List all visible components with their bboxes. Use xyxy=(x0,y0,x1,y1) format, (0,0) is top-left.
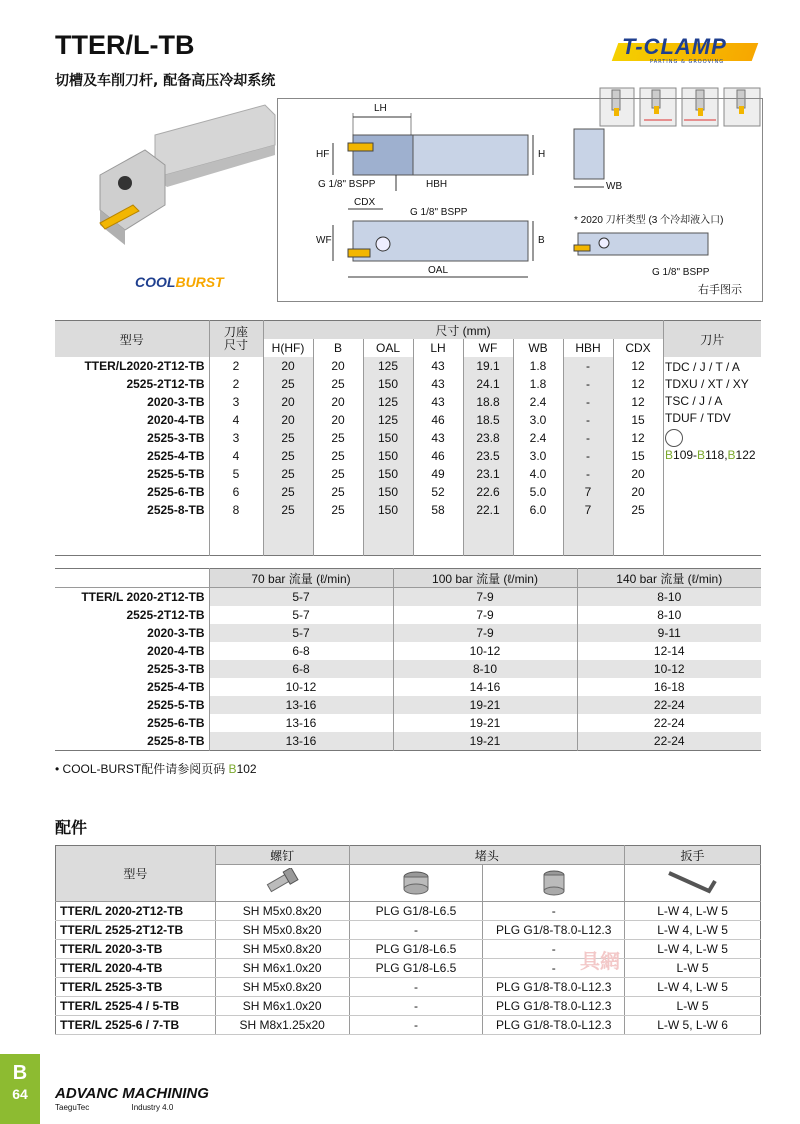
flow-value: 5-7 xyxy=(209,606,393,624)
dimension-value: - xyxy=(563,375,613,393)
screw-image-cell xyxy=(215,865,349,902)
dimension-value: 4.0 xyxy=(513,465,563,483)
parts-row xyxy=(56,1016,761,1035)
model-code: 2525-2T12-TB xyxy=(55,606,209,624)
model-code: 2525-5-TB xyxy=(55,696,209,714)
dimension-value: 25 xyxy=(263,375,313,393)
dimension-value: 20 xyxy=(263,393,313,411)
dimension-value: 12 xyxy=(613,429,663,447)
part-wrench: L-W 4, L-W 5 xyxy=(625,902,761,921)
parts-header-screw: 螺钉 xyxy=(215,846,349,865)
dimension-value: 23.1 xyxy=(463,465,513,483)
ref-b: B xyxy=(727,448,736,462)
model-code: 2525-8-TB xyxy=(55,732,209,751)
coolburst-logo-part2: BURST xyxy=(175,274,224,290)
page-subtitle: 切槽及车削刀杆, 配备高压冷却系统 xyxy=(55,73,276,89)
subheader-h-hf: H(HF) xyxy=(263,339,313,357)
dimension-value: 25 xyxy=(613,501,663,519)
part-wrench: L-W 5 xyxy=(625,959,761,978)
flow-value: 6-8 xyxy=(209,660,393,678)
header-flow-140bar: 140 bar 流量 (ℓ/min) xyxy=(577,569,761,588)
page-title: TTER/L-TB xyxy=(55,30,195,60)
dimension-value: 19.1 xyxy=(463,357,513,375)
dimension-value: - xyxy=(563,429,613,447)
dimension-value: 3.0 xyxy=(513,447,563,465)
label-wb: WB xyxy=(606,181,623,192)
dimension-value: 49 xyxy=(413,465,463,483)
dimension-value: 46 xyxy=(413,447,463,465)
seat-size: 2 xyxy=(209,375,263,393)
model-code: 2525-6-TB xyxy=(55,714,209,732)
parts-header-wrench: 扳手 xyxy=(625,846,761,865)
footer-logo-brand: TaeguTec xyxy=(55,1103,90,1112)
empty-row xyxy=(55,519,761,537)
insert-cell xyxy=(663,465,761,483)
section-letter: B xyxy=(12,1062,28,1084)
seat-size: 4 xyxy=(209,411,263,429)
dimension-value: 25 xyxy=(263,429,313,447)
parts-row xyxy=(56,940,761,959)
flow-row xyxy=(55,696,761,714)
model-code: TTER/L 2020-4-TB xyxy=(56,959,216,978)
dimension-value: 25 xyxy=(313,483,363,501)
part-plug1: PLG G1/8-L6.5 xyxy=(349,902,483,921)
ref-page: 118, xyxy=(705,448,728,462)
dimension-value: 43 xyxy=(413,375,463,393)
parts-row xyxy=(56,978,761,997)
dimension-value: - xyxy=(563,447,613,465)
dimension-row xyxy=(55,483,761,501)
model-code: 2525-3-TB xyxy=(55,660,209,678)
dimension-value: 1.8 xyxy=(513,375,563,393)
insert-item: TSC / J / A xyxy=(665,394,723,408)
flow-value: 8-10 xyxy=(657,608,682,622)
footer-logo: ADVANC MACHINING xyxy=(55,1085,209,1102)
dimension-value: 25 xyxy=(263,465,313,483)
model-code: 2525-6-TB xyxy=(55,483,209,501)
model-code: TTER/L2020-2T12-TB xyxy=(55,357,209,375)
dimension-value: 125 xyxy=(363,393,413,411)
model-code: 2525-3-TB xyxy=(55,429,209,447)
part-plug2: - xyxy=(483,902,625,921)
insert-cell xyxy=(663,501,761,519)
magnifier-icon xyxy=(665,429,683,447)
note-ref-b: B xyxy=(228,762,237,776)
part-plug2: - xyxy=(483,940,625,959)
model-code: TTER/L 2020-3-TB xyxy=(56,940,216,959)
seat-size: 2 xyxy=(209,357,263,375)
seat-size: 4 xyxy=(209,447,263,465)
parts-row xyxy=(56,902,761,921)
dimension-value: 5.0 xyxy=(513,483,563,501)
part-plug2: - xyxy=(483,959,625,978)
model-code: 2525-8-TB xyxy=(55,501,209,519)
flow-value: 22-24 xyxy=(653,716,685,730)
flow-value: 12-14 xyxy=(653,644,685,658)
dimension-value: 20 xyxy=(313,411,363,429)
header-flow-100bar: 100 bar 流量 (ℓ/min) xyxy=(393,569,577,588)
dimension-value: 20 xyxy=(313,357,363,375)
dimension-row xyxy=(55,375,761,393)
plug-long-icon xyxy=(534,867,574,897)
seat-size: 6 xyxy=(209,483,263,501)
ref-b: B xyxy=(665,448,674,462)
dimension-value: 2.4 xyxy=(513,429,563,447)
wrench-image-cell xyxy=(625,865,761,902)
flow-value: 8-10 xyxy=(577,588,761,607)
model-code: TTER/L 2525-6 / 7-TB xyxy=(56,1016,216,1035)
seat-size: 8 xyxy=(209,501,263,519)
dimension-value: 2.4 xyxy=(513,393,563,411)
dimension-row xyxy=(55,357,761,375)
flow-value: 7-9 xyxy=(393,588,577,607)
dimension-value: 20 xyxy=(263,357,313,375)
part-plug2: PLG G1/8-T8.0-L12.3 xyxy=(483,921,625,940)
header-model: 型号 xyxy=(55,321,209,358)
dimension-value: 3.0 xyxy=(513,411,563,429)
dimension-value: 12 xyxy=(613,393,663,411)
coolburst-logo xyxy=(135,274,224,290)
flow-value: 19-21 xyxy=(393,732,577,751)
dimension-value: 20 xyxy=(263,411,313,429)
flow-row xyxy=(55,624,761,642)
dimension-value: 150 xyxy=(363,447,413,465)
part-plug1: - xyxy=(349,921,483,940)
part-screw: SH M5x0.8x20 xyxy=(215,978,349,997)
dimension-value: 25 xyxy=(263,483,313,501)
ref-b: B xyxy=(697,448,706,462)
insert-page-reference[interactable] xyxy=(665,447,761,464)
page-number: 64 xyxy=(12,1086,28,1102)
dimension-value: 150 xyxy=(363,465,413,483)
flow-value: 7-9 xyxy=(393,624,577,642)
insert-item: TDXU / XT / XY xyxy=(665,377,749,391)
plug-short-icon xyxy=(396,867,436,897)
model-code: TTER/L 2525-2T12-TB xyxy=(56,921,216,940)
model-code: TTER/L 2525-3-TB xyxy=(56,978,216,997)
flow-value: 10-12 xyxy=(577,660,761,678)
dimension-value: 25 xyxy=(313,429,363,447)
label-right-hand: 右手图示 xyxy=(698,284,742,296)
dimension-value: 20 xyxy=(313,393,363,411)
dimension-value: 43 xyxy=(413,429,463,447)
label-oal: OAL xyxy=(428,265,449,276)
dimension-row xyxy=(55,501,761,519)
dimension-value: 23.8 xyxy=(463,429,513,447)
insert-cell xyxy=(663,483,761,501)
dimension-value: 25 xyxy=(313,465,363,483)
section-tab xyxy=(0,1054,40,1124)
brand-logo: T-CLAMP xyxy=(622,34,727,59)
dimension-value: 7 xyxy=(563,483,613,501)
dimension-value: 150 xyxy=(363,375,413,393)
parts-section-title: 配件 xyxy=(55,818,88,837)
note-text: • COOL-BURST配件请参阅页码 xyxy=(55,762,229,776)
model-code: TTER/L 2525-4 / 5-TB xyxy=(56,997,216,1016)
dimension-value: 46 xyxy=(413,411,463,429)
dimension-value: 58 xyxy=(413,501,463,519)
part-plug1: - xyxy=(349,997,483,1016)
label-b: B xyxy=(538,235,545,246)
brand-tagline: PARTING & GROOVING xyxy=(650,59,725,65)
flow-value: 14-16 xyxy=(393,678,577,696)
dimension-value: 18.5 xyxy=(463,411,513,429)
watermark: 具網 xyxy=(580,949,620,973)
part-wrench: L-W 5 xyxy=(625,997,761,1016)
dimension-value: 125 xyxy=(363,357,413,375)
label-hbh: HBH xyxy=(426,179,448,190)
part-plug2: PLG G1/8-T8.0-L12.3 xyxy=(483,1016,625,1035)
dimension-value: - xyxy=(563,411,613,429)
model-code: 2525-4-TB xyxy=(55,678,209,696)
flow-value: 16-18 xyxy=(653,680,685,694)
dimension-value: 24.1 xyxy=(463,375,513,393)
flow-row xyxy=(55,714,761,732)
subheader-b: B xyxy=(313,339,363,357)
flow-value: 19-21 xyxy=(393,714,577,732)
dimension-row xyxy=(55,447,761,465)
flow-row xyxy=(55,732,761,751)
plug-image-cell xyxy=(349,865,483,902)
subheader-oal: OAL xyxy=(363,339,413,357)
dimension-row xyxy=(55,411,761,429)
part-plug1: - xyxy=(349,1016,483,1035)
dimension-value: 15 xyxy=(613,411,663,429)
dimension-value: 20 xyxy=(613,465,663,483)
model-code: 2020-3-TB xyxy=(55,393,209,411)
dimension-value: 15 xyxy=(613,447,663,465)
coolburst-logo-part1: COOL xyxy=(135,274,176,290)
coolburst-note xyxy=(55,760,257,777)
dimension-value: 150 xyxy=(363,483,413,501)
subheader-hbh: HBH xyxy=(563,339,613,357)
parts-row xyxy=(56,959,761,978)
note-ref-page[interactable]: 102 xyxy=(236,762,257,776)
flow-value: 5-7 xyxy=(209,624,393,642)
flow-row xyxy=(55,678,761,696)
flow-value: 5-7 xyxy=(209,588,393,607)
dimension-value: - xyxy=(563,357,613,375)
dimension-diagram-box xyxy=(277,98,763,302)
note-2020: * 2020 刀杆类型 (3 个冷却液入口) xyxy=(574,215,724,226)
dimension-table xyxy=(55,320,761,556)
header-flow-70bar: 70 bar 流量 (ℓ/min) xyxy=(209,569,393,588)
part-screw: SH M8x1.25x20 xyxy=(215,1016,349,1035)
coolant-flow-table xyxy=(55,568,761,751)
empty-row xyxy=(55,537,761,556)
part-wrench: L-W 4, L-W 5 xyxy=(625,921,761,940)
label-wf: WF xyxy=(316,235,332,246)
header-dimensions: 尺寸 (mm) xyxy=(263,321,663,340)
flow-value: 13-16 xyxy=(209,696,393,714)
part-wrench: L-W 5, L-W 6 xyxy=(625,1016,761,1035)
label-lh: LH xyxy=(374,103,387,114)
part-plug2: PLG G1/8-T8.0-L12.3 xyxy=(483,997,625,1016)
part-screw: SH M6x1.0x20 xyxy=(215,959,349,978)
seat-size: 3 xyxy=(209,429,263,447)
part-plug2: PLG G1/8-T8.0-L12.3 xyxy=(483,978,625,997)
model-code: TTER/L 2020-2T12-TB xyxy=(56,902,216,921)
dimension-row xyxy=(55,429,761,447)
dimension-value: 22.6 xyxy=(463,483,513,501)
part-wrench: L-W 4, L-W 5 xyxy=(625,978,761,997)
part-screw: SH M5x0.8x20 xyxy=(215,940,349,959)
label-h: H xyxy=(538,149,546,160)
dimension-value: 43 xyxy=(413,357,463,375)
dimension-value: 7 xyxy=(563,501,613,519)
model-code: 2525-2T12-TB xyxy=(55,375,209,393)
dimension-value: 22.1 xyxy=(463,501,513,519)
part-screw: SH M5x0.8x20 xyxy=(215,902,349,921)
dimension-value: - xyxy=(563,393,613,411)
dimension-row xyxy=(55,393,761,411)
subheader-wb: WB xyxy=(513,339,563,357)
dimension-value: 25 xyxy=(313,375,363,393)
dimension-value: - xyxy=(563,465,613,483)
model-code: TTER/L 2020-2T12-TB xyxy=(55,588,209,607)
model-code: 2525-5-TB xyxy=(55,465,209,483)
footer-logo-tagline: Industry 4.0 xyxy=(131,1103,174,1112)
dimension-row xyxy=(55,465,761,483)
part-screw: SH M5x0.8x20 xyxy=(215,921,349,940)
plug-long-image-cell xyxy=(483,865,625,902)
dimension-value: 18.8 xyxy=(463,393,513,411)
insert-item: TDUF / TDV xyxy=(665,411,731,425)
dimension-value: 12 xyxy=(613,357,663,375)
flow-value: 10-12 xyxy=(393,642,577,660)
flow-value: 19-21 xyxy=(393,696,577,714)
flow-value: 8-10 xyxy=(393,660,577,678)
flow-value: 22-24 xyxy=(577,696,761,714)
flow-value: 7-9 xyxy=(393,606,577,624)
seat-size: 5 xyxy=(209,465,263,483)
ref-page: 122 xyxy=(735,448,756,462)
dimension-value: 150 xyxy=(363,429,413,447)
dimension-value: 20 xyxy=(613,483,663,501)
part-plug1: PLG G1/8-L6.5 xyxy=(349,940,483,959)
flow-row xyxy=(55,588,761,607)
header-insert: 刀片 xyxy=(663,321,761,358)
parts-table xyxy=(55,845,761,1035)
flow-row xyxy=(55,606,761,624)
header-seat-size: 刀座 尺寸 xyxy=(209,321,263,358)
dimension-value: 1.8 xyxy=(513,357,563,375)
label-cdx: CDX xyxy=(354,197,376,208)
label-bspp-top: G 1/8" BSPP xyxy=(318,179,376,190)
flow-value: 6-8 xyxy=(209,642,393,660)
dimension-value: 25 xyxy=(313,501,363,519)
label-hf: HF xyxy=(316,149,330,160)
hex-wrench-icon xyxy=(663,867,723,897)
parts-row xyxy=(56,997,761,1016)
footer-logo-sub xyxy=(55,1103,173,1112)
ref-page: 109- xyxy=(673,448,698,462)
flow-row xyxy=(55,660,761,678)
part-plug1: - xyxy=(349,978,483,997)
dimension-value: 43 xyxy=(413,393,463,411)
flow-value: 22-24 xyxy=(577,732,761,751)
subheader-wf: WF xyxy=(463,339,513,357)
model-code: 2020-4-TB xyxy=(55,642,209,660)
part-screw: SH M6x1.0x20 xyxy=(215,997,349,1016)
flow-value: 10-12 xyxy=(209,678,393,696)
dimension-value: 150 xyxy=(363,501,413,519)
flow-value: 13-16 xyxy=(209,732,393,751)
dimension-value: 12 xyxy=(613,375,663,393)
flow-row xyxy=(55,642,761,660)
model-code: 2020-4-TB xyxy=(55,411,209,429)
flow-value: 13-16 xyxy=(209,714,393,732)
dimension-value: 25 xyxy=(263,447,313,465)
parts-row xyxy=(56,921,761,940)
label-bspp-right: G 1/8" BSPP xyxy=(652,267,710,278)
dimension-value: 25 xyxy=(313,447,363,465)
toolholder-image xyxy=(95,95,280,275)
label-bspp-mid: G 1/8" BSPP xyxy=(410,207,468,218)
part-plug1: PLG G1/8-L6.5 xyxy=(349,959,483,978)
model-code: 2020-3-TB xyxy=(55,624,209,642)
part-wrench: L-W 4, L-W 5 xyxy=(625,940,761,959)
subheader-lh: LH xyxy=(413,339,463,357)
insert-list xyxy=(665,359,761,464)
dimension-value: 23.5 xyxy=(463,447,513,465)
insert-item: TDC / J / T / A xyxy=(665,360,740,374)
dimension-value: 6.0 xyxy=(513,501,563,519)
dimension-value: 25 xyxy=(263,501,313,519)
parts-header-model: 型号 xyxy=(56,846,216,902)
screw-icon xyxy=(262,868,302,896)
parts-header-plug: 堵头 xyxy=(349,846,625,865)
dimension-value: 52 xyxy=(413,483,463,501)
flow-value: 9-11 xyxy=(577,624,761,642)
model-code: 2525-4-TB xyxy=(55,447,209,465)
dimension-value: 125 xyxy=(363,411,413,429)
seat-size: 3 xyxy=(209,393,263,411)
subheader-cdx: CDX xyxy=(613,339,663,357)
